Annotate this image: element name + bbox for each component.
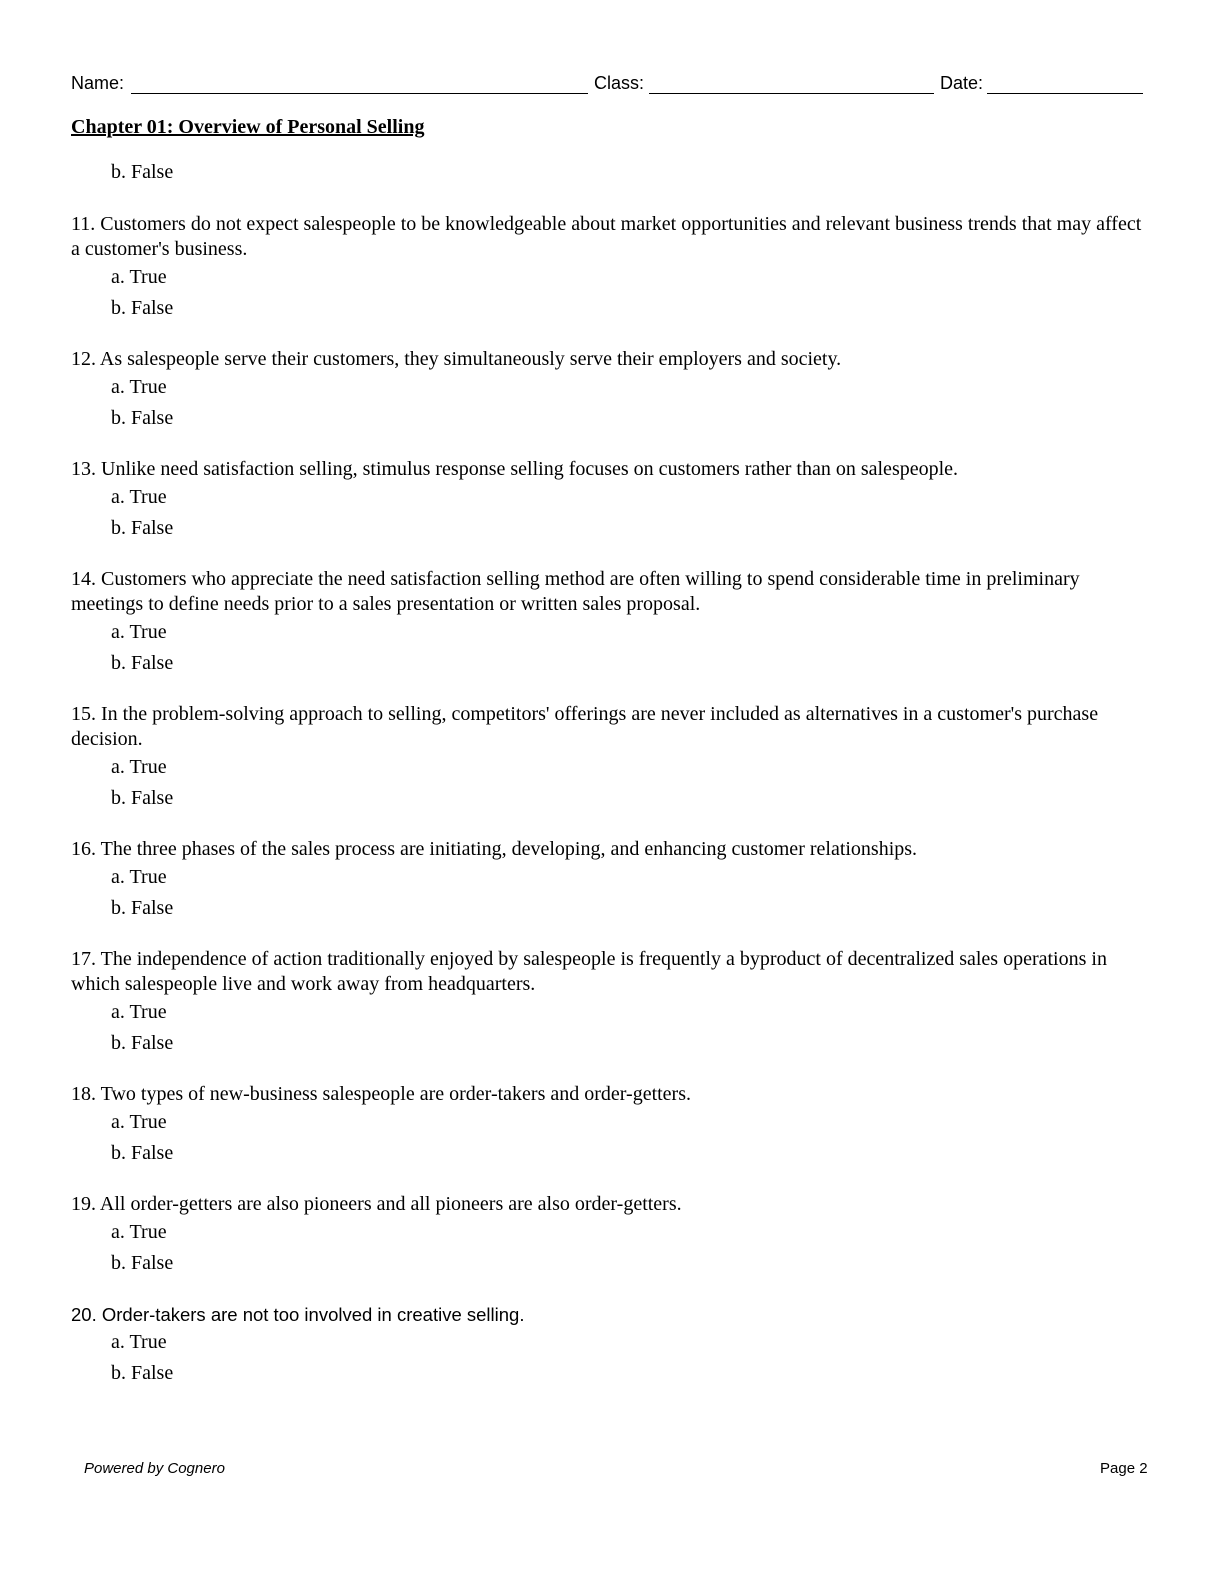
option-false: b. False — [111, 1252, 174, 1274]
question-11 — [71, 212, 1151, 321]
header-fields — [71, 72, 1143, 98]
question-12 — [71, 347, 1151, 431]
carryover-option: b. False — [111, 161, 174, 183]
question-18 — [71, 1082, 1151, 1166]
question-list — [71, 160, 1151, 1392]
name-label: Name: — [71, 73, 125, 93]
option-false: b. False — [111, 652, 174, 674]
option-true: a. True — [111, 1001, 167, 1023]
question-text: 18. Two types of new-business salespeople are order-takers and order-getters. — [71, 1083, 691, 1105]
option-false: b. False — [111, 1362, 174, 1384]
option-true: a. True — [111, 1331, 167, 1353]
option-true: a. True — [111, 756, 167, 778]
date-field-line[interactable] — [987, 93, 1143, 94]
question-text: 16. The three phases of the sales process are initiating, developing, and enhancing customer relationships. — [71, 838, 918, 860]
page-number: Page 2 — [1100, 1460, 1148, 1477]
option-false: b. False — [111, 407, 174, 429]
option-true: a. True — [111, 1111, 167, 1133]
question-text: 14. Customers who appreciate the need satisfaction selling method are often willing to spend considerable time in preliminary meetings to define needs prior to a sales presentation or written sales proposal. — [71, 568, 1080, 615]
question-text: 19. All order-getters are also pioneers and all pioneers are also order-getters. — [71, 1193, 682, 1215]
question-text: 13. Unlike need satisfaction selling, stimulus response selling focuses on customers rather than on salespeople. — [71, 458, 959, 480]
option-true: a. True — [111, 486, 167, 508]
question-19 — [71, 1192, 1151, 1276]
question-20 — [71, 1302, 1151, 1386]
option-false: b. False — [111, 517, 174, 539]
option-false: b. False — [111, 1142, 174, 1164]
option-false: b. False — [111, 897, 174, 919]
option-false: b. False — [111, 1032, 174, 1054]
question-text: 17. The independence of action traditionally enjoyed by salespeople is frequently a byproduct of decentralized sales operations in which salespeople live and work away from headquarters. — [71, 948, 1107, 995]
question-text: 20. Order-takers are not too involved in creative selling. — [71, 1304, 525, 1325]
option-true: a. True — [111, 1221, 167, 1243]
option-true: a. True — [111, 621, 167, 643]
chapter-title: Chapter 01: Overview of Personal Selling — [71, 116, 425, 138]
option-true: a. True — [111, 866, 167, 888]
question-17 — [71, 947, 1151, 1056]
option-true: a. True — [111, 266, 167, 288]
date-label: Date: — [940, 73, 984, 93]
question-15 — [71, 702, 1151, 811]
option-false: b. False — [111, 787, 174, 809]
question-text: 12. As salespeople serve their customers, they simultaneously serve their employers and society. — [71, 348, 842, 370]
question-16 — [71, 837, 1151, 921]
question-13 — [71, 457, 1151, 541]
class-label: Class: — [594, 73, 645, 93]
question-text: 15. In the problem-solving approach to selling, competitors' offerings are never included as alternatives in a customer's purchase decision. — [71, 703, 1099, 750]
powered-by-footer: Powered by Cognero — [84, 1460, 225, 1477]
option-false: b. False — [111, 297, 174, 319]
question-text: 11. Customers do not expect salespeople to be knowledgeable about market opportunities and relevant business trends that may affect a customer's business. — [71, 213, 1142, 260]
class-field-line[interactable] — [649, 93, 934, 94]
name-field-line[interactable] — [131, 93, 588, 94]
question-14 — [71, 567, 1151, 676]
option-true: a. True — [111, 376, 167, 398]
